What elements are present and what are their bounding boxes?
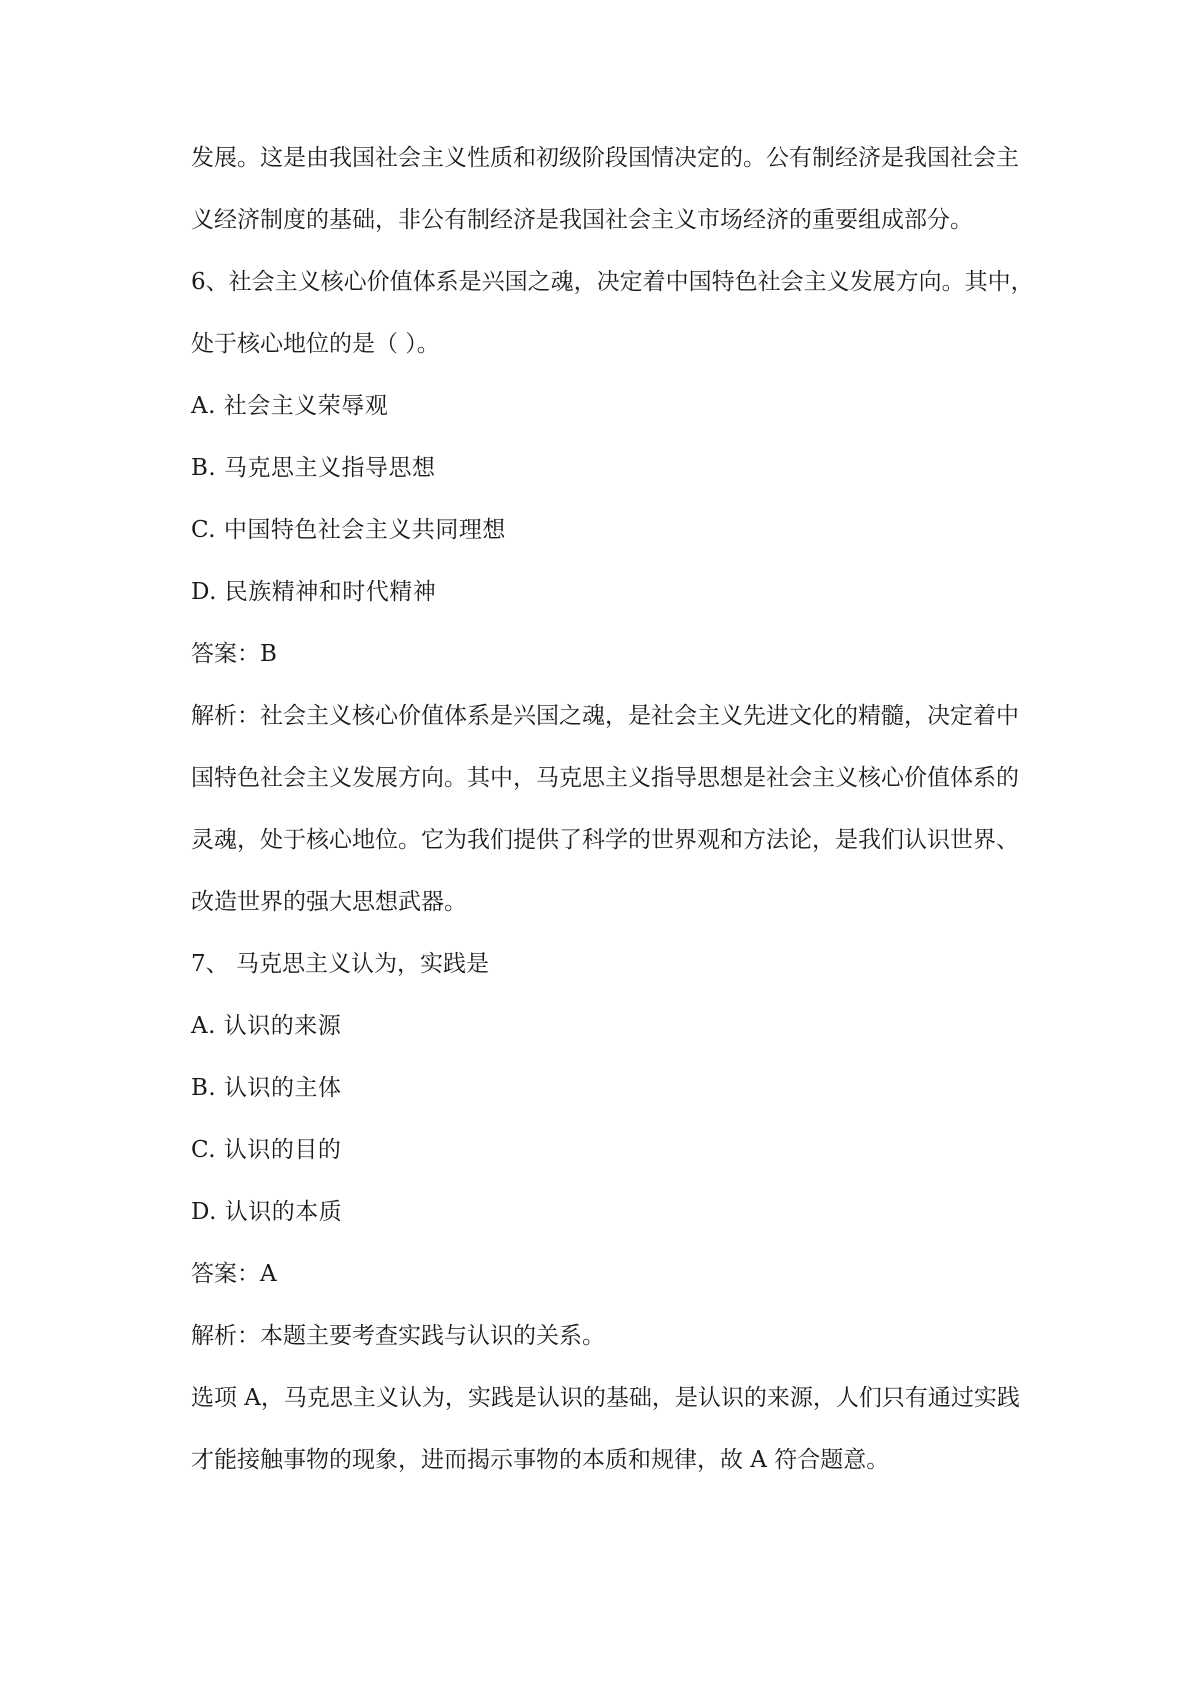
question-6-explanation: 国特色社会主义发展方向。其中，马克思主义指导思想是社会主义核心价值体系的 (191, 765, 1019, 791)
question-7-answer: 答案：A (191, 1261, 277, 1287)
question-6-option-d: D. 民族精神和时代精神 (191, 579, 437, 605)
question-7-option-c: C. 认识的目的 (191, 1137, 342, 1163)
question-6-explanation: 灵魂，处于核心地位。它为我们提供了科学的世界观和方法论，是我们认识世界、 (191, 827, 1019, 853)
question-7-explanation: 才能接触事物的现象，进而揭示事物的本质和规律，故 A 符合题意。 (191, 1447, 890, 1473)
question-6-stem-cont: 处于核心地位的是（ ）。 (191, 331, 440, 357)
question-6-option-a: A. 社会主义荣辱观 (191, 393, 389, 419)
paragraph-line: 义经济制度的基础，非公有制经济是我国社会主义市场经济的重要组成部分。 (191, 207, 973, 233)
question-7-option-d: D. 认识的本质 (191, 1199, 343, 1225)
question-7-explanation: 选项 A，马克思主义认为，实践是认识的基础，是认识的来源，人们只有通过实践 (191, 1385, 1020, 1411)
question-6-explanation: 改造世界的强大思想武器。 (191, 889, 467, 915)
question-6-answer: 答案：B (191, 641, 277, 667)
question-6-option-b: B. 马克思主义指导思想 (191, 455, 436, 481)
question-6-option-c: C. 中国特色社会主义共同理想 (191, 517, 506, 543)
question-6-stem: 6、社会主义核心价值体系是兴国之魂，决定着中国特色社会主义发展方向。其中， (191, 269, 1034, 295)
question-6-explanation: 解析：社会主义核心价值体系是兴国之魂，是社会主义先进文化的精髓，决定着中 (191, 703, 1019, 729)
document-body (191, 138, 1051, 1502)
question-7-explanation: 解析：本题主要考查实践与认识的关系。 (191, 1323, 605, 1349)
paragraph-line: 发展。这是由我国社会主义性质和初级阶段国情决定的。公有制经济是我国社会主 (191, 145, 1019, 171)
question-7-stem: 7、 马克思主义认为，实践是 (191, 951, 489, 977)
question-7-option-b: B. 认识的主体 (191, 1075, 342, 1101)
question-7-option-a: A. 认识的来源 (191, 1013, 342, 1039)
